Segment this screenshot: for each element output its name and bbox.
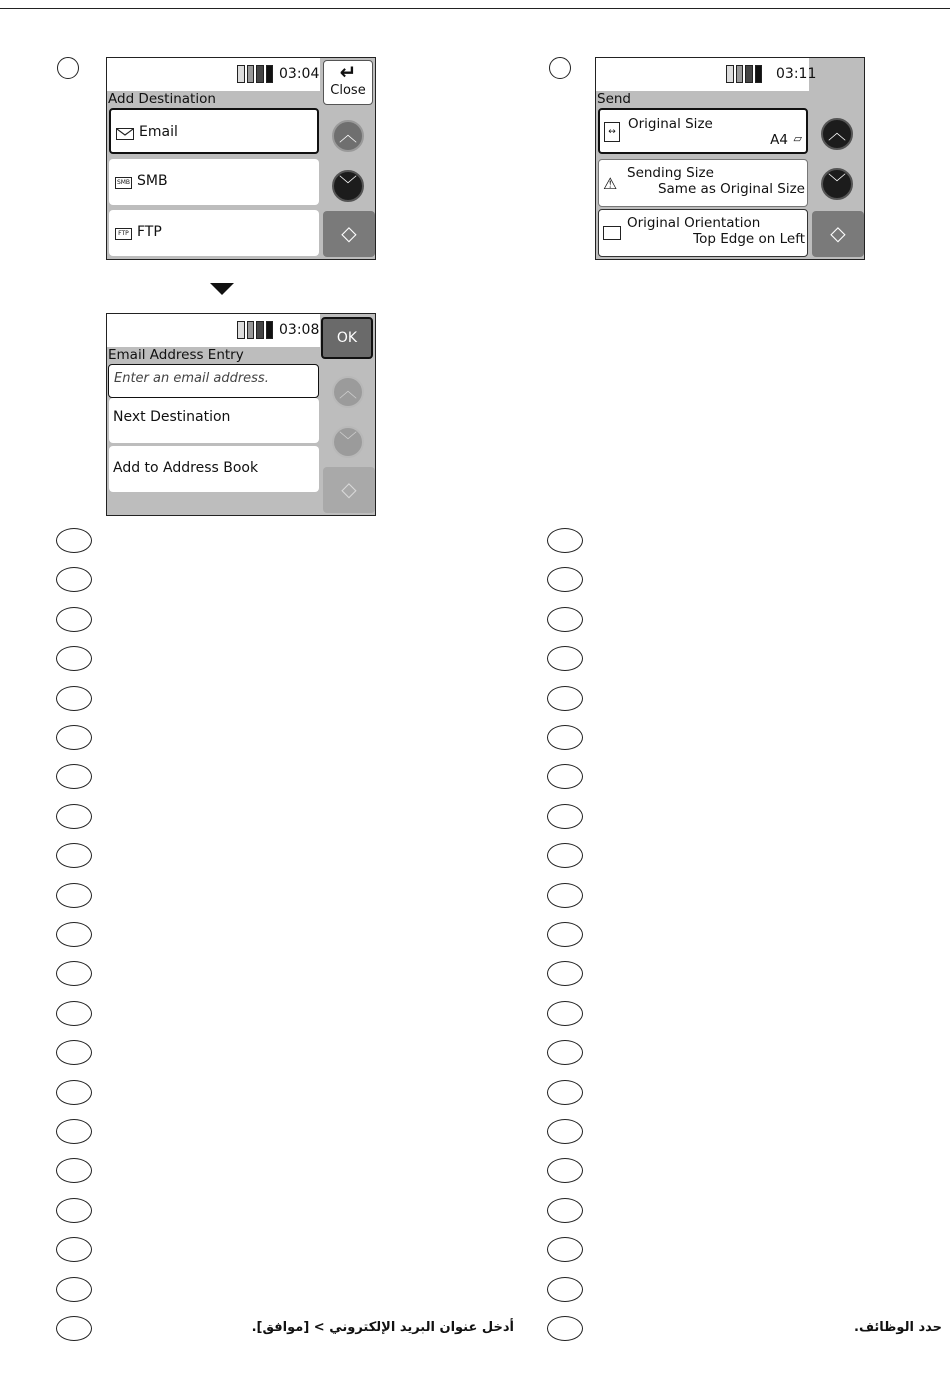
email-address-input[interactable] — [108, 364, 319, 398]
smb-label: SMB — [137, 173, 168, 189]
arrow-down-icon — [210, 283, 234, 295]
bubble-marker — [547, 567, 583, 592]
bubble-marker — [547, 1040, 583, 1065]
bubble-marker — [547, 1080, 583, 1105]
bubble-marker — [56, 764, 92, 789]
step-marker — [57, 57, 79, 79]
bubble-marker — [547, 1158, 583, 1183]
ok-label: OK — [336, 330, 358, 346]
chevron-up-icon: ︿ — [339, 125, 357, 146]
email-entry-screen — [106, 313, 376, 516]
paper-orientation-icon: ▱ — [793, 132, 802, 145]
sending-size-label: Sending Size — [627, 165, 714, 181]
screen-title: Add Destination — [108, 91, 216, 107]
bubble-marker — [547, 961, 583, 986]
original-size-option[interactable] — [598, 108, 808, 154]
bubble-marker — [547, 686, 583, 711]
start-icon: ◇ — [341, 221, 357, 245]
top-rule — [0, 8, 950, 9]
next-destination-option[interactable] — [109, 398, 319, 443]
toner-level-icon — [726, 65, 762, 83]
bubble-marker — [56, 1040, 92, 1065]
original-orientation-option[interactable] — [598, 209, 808, 257]
email-label: Email — [139, 124, 178, 140]
bubble-marker — [56, 646, 92, 671]
sending-size-option[interactable] — [598, 159, 808, 207]
email-option[interactable] — [109, 108, 319, 154]
start-button[interactable] — [323, 211, 375, 257]
status-bar — [596, 58, 817, 91]
bubble-marker — [56, 1277, 92, 1302]
start-button[interactable] — [812, 211, 864, 257]
bubble-marker — [547, 1119, 583, 1144]
bubble-marker — [547, 528, 583, 553]
bubble-marker — [547, 1237, 583, 1262]
bubble-marker — [56, 961, 92, 986]
bubble-marker — [547, 607, 583, 632]
scroll-up-button[interactable] — [821, 118, 853, 150]
scroll-down-button[interactable] — [332, 170, 364, 202]
scroll-up-button[interactable] — [332, 120, 364, 152]
start-icon: ◇ — [830, 221, 846, 245]
close-button[interactable] — [323, 60, 373, 105]
step-marker — [549, 57, 571, 79]
bubble-marker — [56, 607, 92, 632]
chevron-down-icon: ﹀ — [339, 175, 357, 196]
bubble-marker — [56, 1198, 92, 1223]
bubble-marker — [56, 686, 92, 711]
ftp-folder-icon: FTP — [115, 228, 132, 240]
screen-title: Send — [597, 91, 632, 107]
envelope-icon — [116, 128, 134, 140]
status-bar — [107, 314, 320, 347]
next-destination-label: Next Destination — [113, 409, 231, 425]
add-to-address-book-option[interactable] — [109, 446, 319, 492]
bubble-marker — [56, 1316, 92, 1341]
start-button[interactable] — [323, 467, 375, 513]
toner-level-icon — [237, 321, 273, 339]
original-orientation-icon — [603, 226, 621, 240]
start-icon: ◇ — [341, 477, 357, 501]
bubble-marker — [56, 883, 92, 908]
sending-size-value: Same as Original Size — [657, 181, 805, 197]
status-bar — [107, 58, 320, 91]
bubble-marker — [547, 725, 583, 750]
close-label: Close — [330, 83, 366, 98]
original-size-icon: ↔ — [604, 122, 620, 142]
bubble-marker — [547, 843, 583, 868]
clock: 03:11 — [776, 66, 817, 82]
caption-right: حدد الوظائف. — [854, 1320, 942, 1335]
bubble-marker — [56, 1080, 92, 1105]
bubble-marker — [56, 922, 92, 947]
bubble-marker — [56, 804, 92, 829]
bubble-marker — [56, 528, 92, 553]
original-orientation-label: Original Orientation — [627, 215, 761, 231]
ftp-option[interactable] — [109, 210, 319, 256]
bubble-marker — [547, 804, 583, 829]
chevron-down-icon: ﹀ — [339, 431, 357, 452]
scroll-up-button[interactable] — [332, 376, 364, 408]
bubble-marker — [547, 922, 583, 947]
bubble-marker — [547, 764, 583, 789]
chevron-up-icon: ︿ — [339, 381, 357, 402]
return-icon: ↵ — [339, 60, 357, 84]
bubble-marker — [56, 843, 92, 868]
bubble-marker — [547, 1316, 583, 1341]
bubble-marker — [56, 1119, 92, 1144]
bubble-marker — [547, 646, 583, 671]
sending-size-icon: ⚠ — [603, 174, 618, 193]
chevron-down-icon: ﹀ — [828, 173, 846, 194]
scroll-down-button[interactable] — [821, 168, 853, 200]
smb-option[interactable] — [109, 159, 319, 205]
scroll-down-button[interactable] — [332, 426, 364, 458]
add-destination-screen — [106, 57, 376, 260]
original-size-value: A4 — [770, 132, 788, 148]
bubble-marker — [547, 1277, 583, 1302]
caption-left: أدخل عنوان البريد الإلكتروني > [موافق]. — [251, 1320, 514, 1335]
bubble-marker — [56, 1237, 92, 1262]
bubble-marker — [547, 1001, 583, 1026]
bubble-marker — [56, 1158, 92, 1183]
smb-folder-icon: SMB — [115, 177, 132, 189]
clock: 03:04 — [279, 66, 320, 82]
bubble-marker — [56, 1001, 92, 1026]
original-size-label: Original Size — [628, 116, 713, 132]
bubble-marker — [56, 725, 92, 750]
ftp-label: FTP — [137, 224, 162, 240]
email-placeholder: Enter an email address. — [114, 371, 269, 386]
ok-button[interactable] — [321, 317, 373, 359]
bubble-marker — [547, 1198, 583, 1223]
bubble-marker — [56, 567, 92, 592]
clock: 03:08 — [279, 322, 320, 338]
send-screen — [595, 57, 865, 260]
add-to-address-book-label: Add to Address Book — [113, 460, 259, 476]
toner-level-icon — [237, 65, 273, 83]
chevron-up-icon: ︿ — [828, 123, 846, 144]
original-orientation-value: Top Edge on Left — [693, 231, 805, 247]
screen-title: Email Address Entry — [108, 347, 244, 363]
bubble-marker — [547, 883, 583, 908]
